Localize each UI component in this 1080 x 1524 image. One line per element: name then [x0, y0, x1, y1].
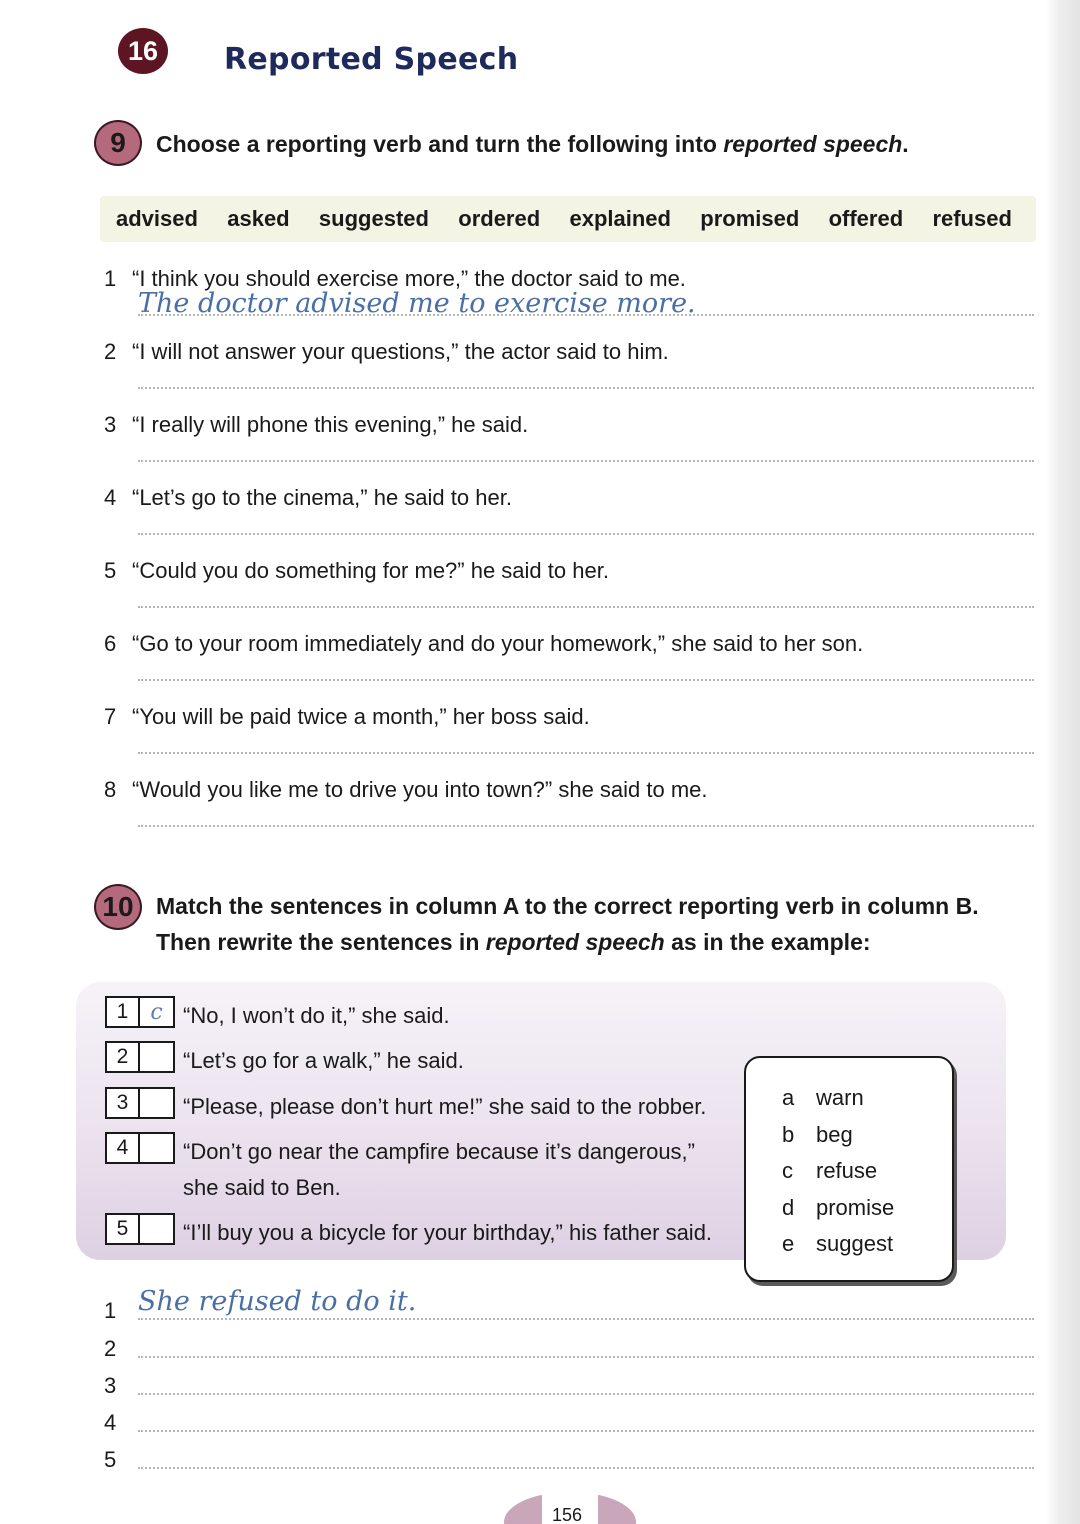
word-bank-item: ordered: [458, 206, 541, 231]
match-answer-box[interactable]: [105, 1087, 175, 1119]
answer-line[interactable]: [138, 1393, 1034, 1395]
word-bank-item: suggested: [318, 206, 429, 231]
rewrite-number: 3: [104, 1373, 117, 1398]
answer-line[interactable]: [138, 533, 1034, 535]
sentence-text: [183, 1134, 695, 1206]
verb-letter: b: [782, 1121, 795, 1147]
sentence-text: “No, I won’t do it,” she said.: [183, 1003, 450, 1028]
column-b-verbs: [744, 1056, 954, 1282]
sentence-line-2: she said to Ben.: [183, 1175, 341, 1200]
question-number: 6: [104, 631, 117, 656]
answer-line[interactable]: [138, 1356, 1034, 1358]
exercise-9-badge: 9: [94, 120, 142, 166]
match-answer-box[interactable]: [105, 1213, 175, 1245]
question-text: “Let’s go to the cinema,” he said to her.: [132, 485, 512, 510]
sentence-text: “Let’s go for a walk,” he said.: [183, 1048, 464, 1073]
answer-line[interactable]: [138, 1318, 1034, 1320]
exercise-9-instruction: [156, 126, 909, 162]
page-title: Reported Speech: [224, 42, 519, 77]
instruction-line-1: Match the sentences in column A to the correct reporting verb in column B.: [156, 893, 979, 919]
instruction-text: Then rewrite the sentences in: [156, 929, 480, 955]
item-number: 3: [107, 1089, 140, 1117]
word-bank-item: promised: [700, 206, 800, 231]
instruction-italic: reported speech: [723, 131, 903, 157]
verb-option: [782, 1153, 952, 1190]
word-bank-item: advised: [116, 206, 198, 231]
question-number: 8: [104, 777, 117, 802]
match-letter: [140, 1215, 173, 1243]
question-number: 4: [104, 485, 117, 510]
unit-number-badge: 16: [118, 28, 168, 74]
verb-option: [782, 1080, 952, 1117]
rewrite-row: [100, 1441, 1040, 1477]
verb-option: [782, 1226, 952, 1263]
verb-option: [782, 1190, 952, 1227]
answer-line[interactable]: [138, 1467, 1034, 1469]
verb-letter: e: [782, 1231, 795, 1257]
question-text: “Go to your room immediately and do your homework,” she said to her son.: [132, 631, 864, 656]
page-edge-shadow: [1046, 0, 1080, 1524]
rewrite-row: [100, 1404, 1040, 1440]
match-letter: [140, 1043, 173, 1071]
handwritten-answer: She refused to do it.: [138, 1286, 417, 1317]
question-number: 7: [104, 704, 117, 729]
verb-text: suggest: [816, 1231, 894, 1257]
rewrite-row: [100, 1367, 1040, 1403]
question-text: “You will be paid twice a month,” her boss said.: [132, 704, 590, 729]
question-number: 5: [104, 558, 117, 583]
answer-line[interactable]: [138, 752, 1034, 754]
verb-text: beg: [816, 1121, 853, 1147]
verb-text: warn: [816, 1085, 864, 1111]
item-number: 1: [107, 998, 140, 1026]
answer-line[interactable]: [138, 606, 1034, 608]
answer-line[interactable]: [138, 387, 1034, 389]
sentence-text: “Please, please don’t hurt me!” she said to the robber.: [183, 1094, 707, 1119]
word-bank-item: offered: [828, 206, 904, 231]
item-number: 2: [107, 1043, 140, 1071]
sentence-text: “I’ll buy you a bicycle for your birthday,” his father said.: [183, 1220, 713, 1245]
word-bank: [100, 196, 1036, 242]
match-answer-box[interactable]: [105, 996, 175, 1028]
question-number: 2: [104, 339, 117, 364]
sentence-line-1: “Don’t go near the campfire because it’s dangerous,”: [183, 1139, 695, 1164]
match-answer-box[interactable]: [105, 1041, 175, 1073]
match-letter: [140, 1134, 173, 1162]
match-answer-box[interactable]: [105, 1132, 175, 1164]
rewrite-number: 4: [104, 1410, 117, 1435]
verb-letter: a: [782, 1085, 795, 1111]
match-letter: [140, 1089, 173, 1117]
verb-letter: d: [782, 1194, 795, 1220]
exercise-10-badge: 10: [94, 884, 142, 930]
question-text: “I think you should exercise more,” the doctor said to me.: [132, 266, 686, 291]
verb-letter: c: [782, 1158, 793, 1184]
item-number: 4: [107, 1134, 140, 1162]
rewrite-row: [100, 1286, 1040, 1328]
rewrite-row: [100, 1330, 1040, 1366]
handwritten-answer: The doctor advised me to exercise more.: [138, 288, 696, 319]
answer-line[interactable]: [138, 825, 1034, 827]
rewrite-number: 1: [104, 1298, 117, 1323]
exercise-10-instruction: [156, 888, 1056, 960]
question-text: “Could you do something for me?” he said to her.: [132, 558, 609, 583]
instruction-end: .: [902, 131, 909, 157]
answer-line[interactable]: [138, 460, 1034, 462]
item-number: 5: [107, 1215, 140, 1243]
instruction-italic: reported speech: [485, 929, 665, 955]
instruction-text: Choose a reporting verb and turn the following into: [156, 131, 717, 157]
word-bank-item: asked: [227, 206, 290, 231]
answer-line[interactable]: [138, 679, 1034, 681]
question-text: “I really will phone this evening,” he said.: [132, 412, 529, 437]
word-bank-item: explained: [569, 206, 671, 231]
question-text: “Would you like me to drive you into town?” she said to me.: [132, 777, 708, 802]
answer-line[interactable]: [138, 1430, 1034, 1432]
question-number: 1: [104, 266, 117, 291]
instruction-line-2: [156, 924, 1056, 960]
rewrite-number: 5: [104, 1447, 117, 1472]
question-text: “I will not answer your questions,” the actor said to him.: [132, 339, 669, 364]
instruction-end: as in the example:: [671, 929, 871, 955]
verb-text: promise: [816, 1194, 895, 1220]
rewrite-number: 2: [104, 1336, 117, 1361]
word-bank-item: refused: [932, 206, 1012, 231]
page-number: 156: [552, 1505, 583, 1524]
question-number: 3: [104, 412, 117, 437]
verb-text: refuse: [816, 1158, 878, 1184]
verb-option: [782, 1117, 952, 1154]
match-letter: c: [150, 999, 163, 1025]
